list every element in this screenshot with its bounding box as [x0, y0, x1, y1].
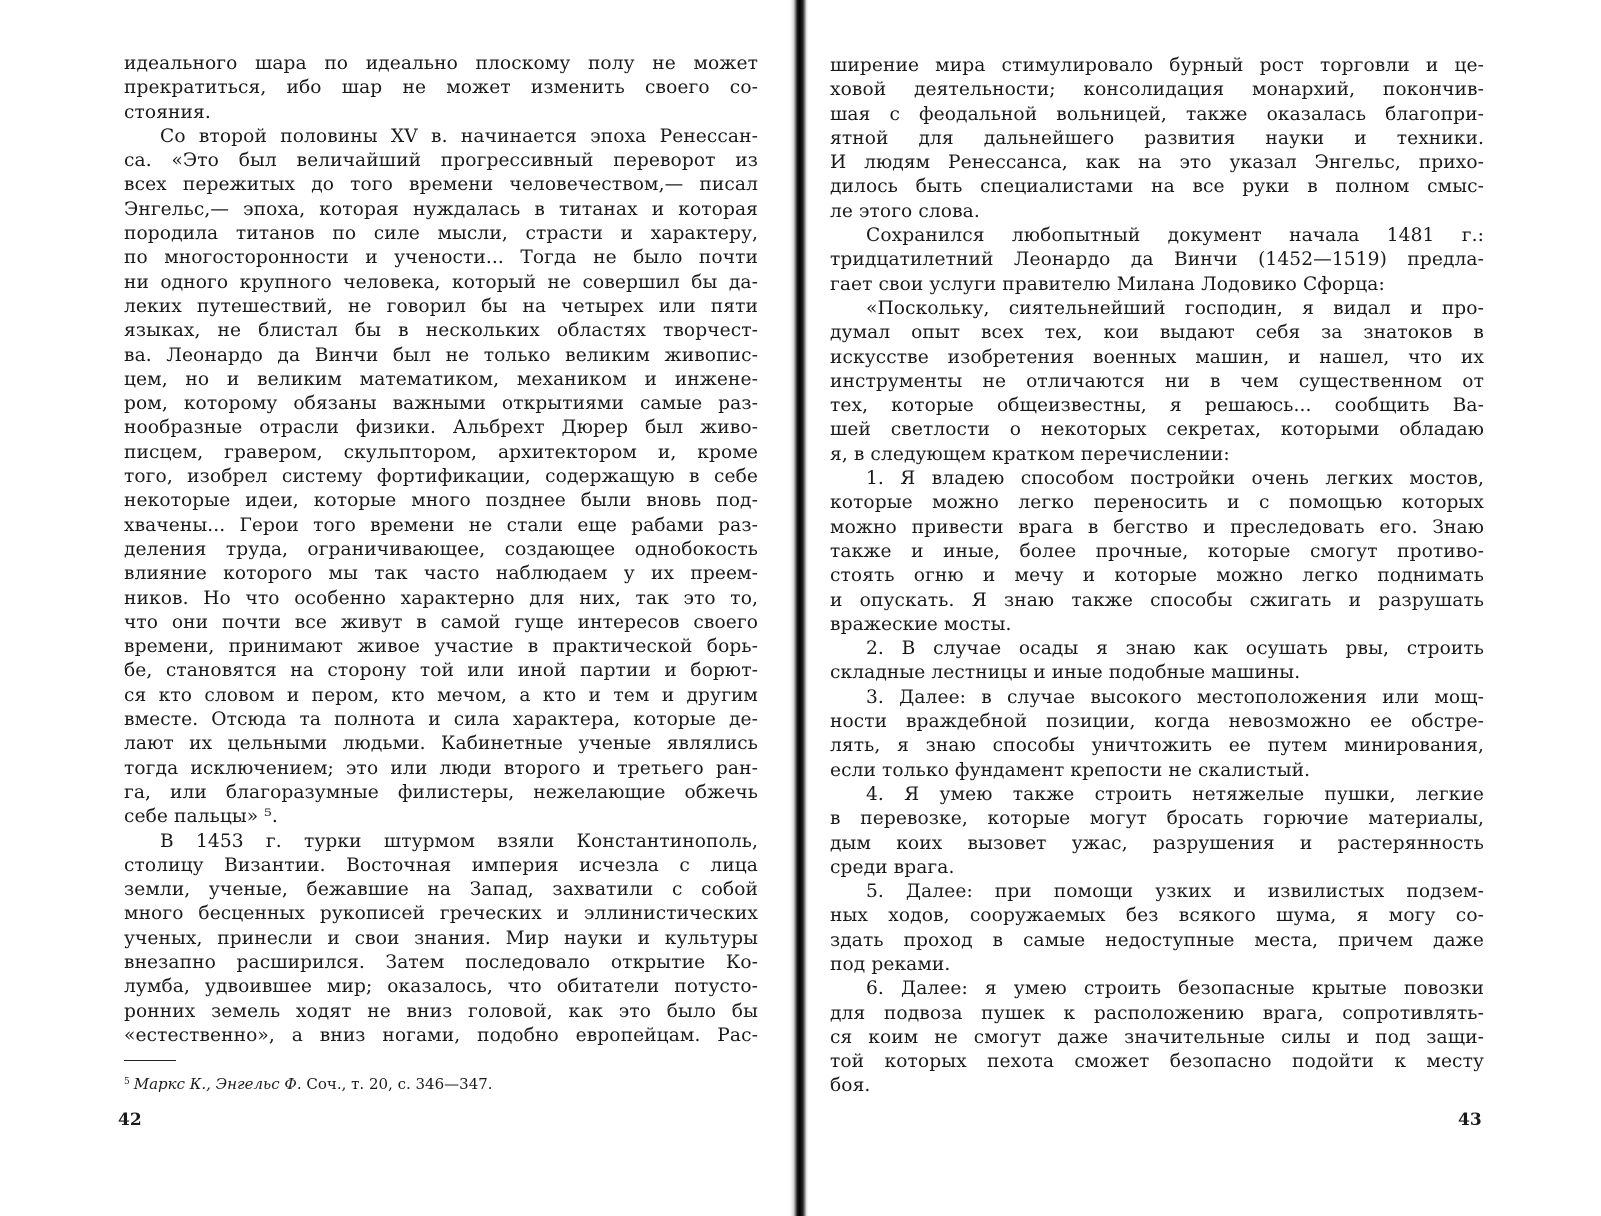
text-line: са. «Это был величайший прогрессивный переворот из	[124, 150, 758, 172]
text-line: ся коим не смогут даже значительные силы и под защи-	[830, 1026, 1484, 1048]
text-line: того, изобрел систему фортификации, содержащую в себе	[124, 466, 758, 488]
text-line: идеального шара по идеально плоскому полу не может	[124, 53, 758, 74]
text-line: породила титанов по силе мысли, страсти и характеру,	[124, 223, 758, 245]
text-line: инструменты не отличаются ни в чем существенном от	[830, 370, 1484, 392]
text-line: 6. Далее: я умею строить безопасные крытые повозки	[866, 978, 1484, 1000]
book-spine	[790, 0, 808, 1216]
text-line: искусстве изобретения военных машин, и нашел, что их	[830, 346, 1484, 368]
text-line: нообразные отрасли физики. Альбрехт Дюрер был живо-	[124, 417, 758, 439]
text-line: боя.	[830, 1075, 871, 1097]
text-line: Энгельс,— эпоха, которая нуждалась в титанах и которая	[124, 198, 758, 220]
text-line: можно привести врага в бегство и преследовать его. Знаю	[830, 516, 1484, 538]
left-page	[0, 0, 790, 1216]
text-line: Сохранился любопытный документ начала 1481 г.:	[866, 225, 1484, 247]
left-page-text	[124, 52, 758, 1048]
text-line: среди врага.	[830, 856, 955, 878]
text-line: 1. Я владею способом постройки очень легких мостов,	[866, 468, 1484, 490]
footnote	[124, 1072, 493, 1094]
text-line: времени, принимают живое участие в практической борь-	[124, 636, 758, 658]
text-line: ле этого слова.	[830, 200, 980, 222]
text-line: столицу Византии. Восточная империя исчезла с лица	[124, 854, 758, 876]
text-line: бе, становятся на сторону той или иной партии и борют-	[124, 660, 758, 682]
text-line: ятной для дальнейшего развития науки и техники.	[830, 127, 1484, 149]
text-line: ни одного крупного человека, который не совершил бы да-	[124, 271, 758, 293]
text-line: если только фундамент крепости не скалистый.	[830, 759, 1311, 781]
text-line: шей светлости о некоторых секретах, которыми обладаю	[830, 419, 1484, 441]
text-line: складные лестницы и иные подобные машины.	[830, 662, 1301, 684]
text-line: В 1453 г. турки штурмом взяли Константинополь,	[160, 830, 758, 852]
text-line: влияние которого мы так часто наблюдаем у их преем-	[124, 563, 758, 585]
text-line: лают их цельными людьми. Кабинетные ученые являлись	[124, 733, 758, 755]
text-line: что они почти все живут в самой гуще интересов своего	[124, 611, 758, 633]
text-line: ных ходов, сооружаемых без всякого шума, я могу со-	[830, 905, 1484, 927]
text-line: гает свои услуги правителю Милана Лодовико Сфорца:	[830, 273, 1385, 295]
text-line: языках, не блистал бы в нескольких областях творчест-	[124, 320, 758, 342]
text-line: здать проход в самые недоступные места, причем даже	[830, 929, 1484, 951]
text-line: ности враждебной позиции, когда невозможно ее обстре-	[830, 711, 1484, 733]
text-line: я, в следующем кратком перечислении:	[830, 443, 1230, 465]
right-page	[808, 0, 1601, 1216]
text-line: ронних земель ходят не вниз головой, как это было бы	[124, 1000, 758, 1022]
footnote-divider	[124, 1060, 176, 1061]
text-line: хвачены... Герои того времени не стали еще рабами раз-	[124, 514, 758, 536]
text-line: думал опыт всех тех, кои выдают себя за знатоков в	[830, 322, 1484, 344]
text-line: ся кто словом и пером, кто мечом, а кто и тем и другим	[124, 684, 758, 706]
text-line: прекратиться, ибо шар не может изменить своего со-	[124, 77, 758, 99]
text-line: той которых пехота сможет безопасно подойти к месту	[830, 1051, 1484, 1073]
text-line: ва. Леонардо да Винчи был не только великим живопис-	[124, 344, 758, 366]
footnote-marker: 5	[124, 1077, 130, 1087]
text-line: и опускать. Я знаю также способы сжигать и разрушать	[830, 589, 1484, 611]
text-line: шая с феодальной вольницей, также оказалась благопри-	[830, 103, 1484, 125]
text-line: земли, ученые, бежавшие на Запад, захватили с собой	[124, 879, 758, 901]
text-line: цем, но и великим математиком, механиком и инжене-	[124, 368, 758, 390]
text-line: также и иные, более прочные, которые смогут противо-	[830, 540, 1484, 562]
text-line: себе пальцы» ⁵.	[124, 806, 278, 828]
text-line: много бесценных рукописей греческих и эллинистических	[124, 903, 758, 925]
text-line: писцем, гравером, скульптором, архитектором и, кроме	[124, 441, 758, 463]
text-line: тридцатилетний Леонардо да Винчи (1452—1519) предла-	[830, 249, 1484, 271]
text-line: некоторые идеи, которые много позднее были вновь под-	[124, 490, 758, 512]
text-line: ром, которому обязаны важными открытиями самые раз-	[124, 393, 758, 415]
text-line: 4. Я умею также строить нетяжелые пушки, легкие	[866, 783, 1484, 805]
text-line: «естественно», а вниз ногами, подобно европейцам. Рас-	[124, 1024, 758, 1046]
text-line: стоять огню и мечу и которые можно легко поднимать	[830, 565, 1484, 587]
text-line: И людям Ренессанса, как на это указал Энгельс, прихо-	[830, 152, 1484, 174]
text-line: лять, я знаю способы уничтожить ее путем минирования,	[830, 735, 1484, 757]
text-line: деления труда, ограничивающее, создающее однобокость	[124, 538, 758, 560]
page-number: 42	[118, 1110, 142, 1130]
footnote-authors: Маркс К., Энгельс Ф.	[133, 1075, 302, 1093]
text-line: внезапно расширился. Затем последовало открытие Ко-	[124, 951, 758, 973]
text-line: дилось быть специалистами на все руки в полном смыс-	[830, 176, 1484, 198]
text-line: га, или благоразумные филистеры, нежелающие обжечь	[124, 781, 758, 803]
footnote-text: Соч., т. 20, с. 346—347.	[306, 1075, 493, 1093]
text-line: для подвоза пушек к расположению врага, сопротивлять-	[830, 1002, 1484, 1024]
text-line: в перевозке, которые могут бросать горючие материалы,	[830, 808, 1484, 830]
text-line: лумба, удвоившее мир; оказалось, что обитатели потусто-	[124, 976, 758, 998]
text-line: ученых, принесли и свои знания. Мир науки и культуры	[124, 927, 758, 949]
text-line: 5. Далее: при помощи узких и извилистых подзем-	[866, 881, 1484, 903]
text-line: по многосторонности и учености... Тогда не было почти	[124, 247, 758, 269]
text-line: которые можно легко переносить и с помощью которых	[830, 492, 1484, 514]
text-line: дым коих вызовет ужас, разрушения и растерянность	[830, 832, 1484, 854]
text-line: ширение мира стимулировало бурный рост торговли и це-	[830, 55, 1484, 76]
text-line: леких путешествий, не говорил бы на четырех или пяти	[124, 295, 758, 317]
text-line: тех, которые общеизвестны, я решаюсь... сообщить Ва-	[830, 395, 1484, 417]
text-line: ников. Но что особенно характерно для них, так это то,	[124, 587, 758, 609]
text-line: Со второй половины XV в. начинается эпоха Ренессан-	[160, 125, 758, 147]
text-line: 3. Далее: в случае высокого местоположения или мощ-	[866, 686, 1484, 708]
text-line: вражеские мосты.	[830, 613, 1012, 635]
right-page-text	[830, 54, 1484, 1099]
text-line: вместе. Отсюда та полнота и сила характера, которые де-	[124, 709, 758, 731]
text-line: всех пережитых до того времени человечеством,— писал	[124, 174, 758, 196]
text-line: «Поскольку, сиятельнейший господин, я видал и про-	[866, 297, 1484, 319]
page-number: 43	[1458, 1110, 1482, 1130]
text-line: под реками.	[830, 953, 951, 975]
text-line: 2. В случае осады я знаю как осушать рвы, строить	[866, 638, 1484, 660]
text-line: ховой деятельности; консолидация монархий, покончив-	[830, 79, 1484, 101]
text-line: тогда исключением; это или люди второго и третьего ран-	[124, 757, 758, 779]
text-line: стояния.	[124, 101, 211, 123]
